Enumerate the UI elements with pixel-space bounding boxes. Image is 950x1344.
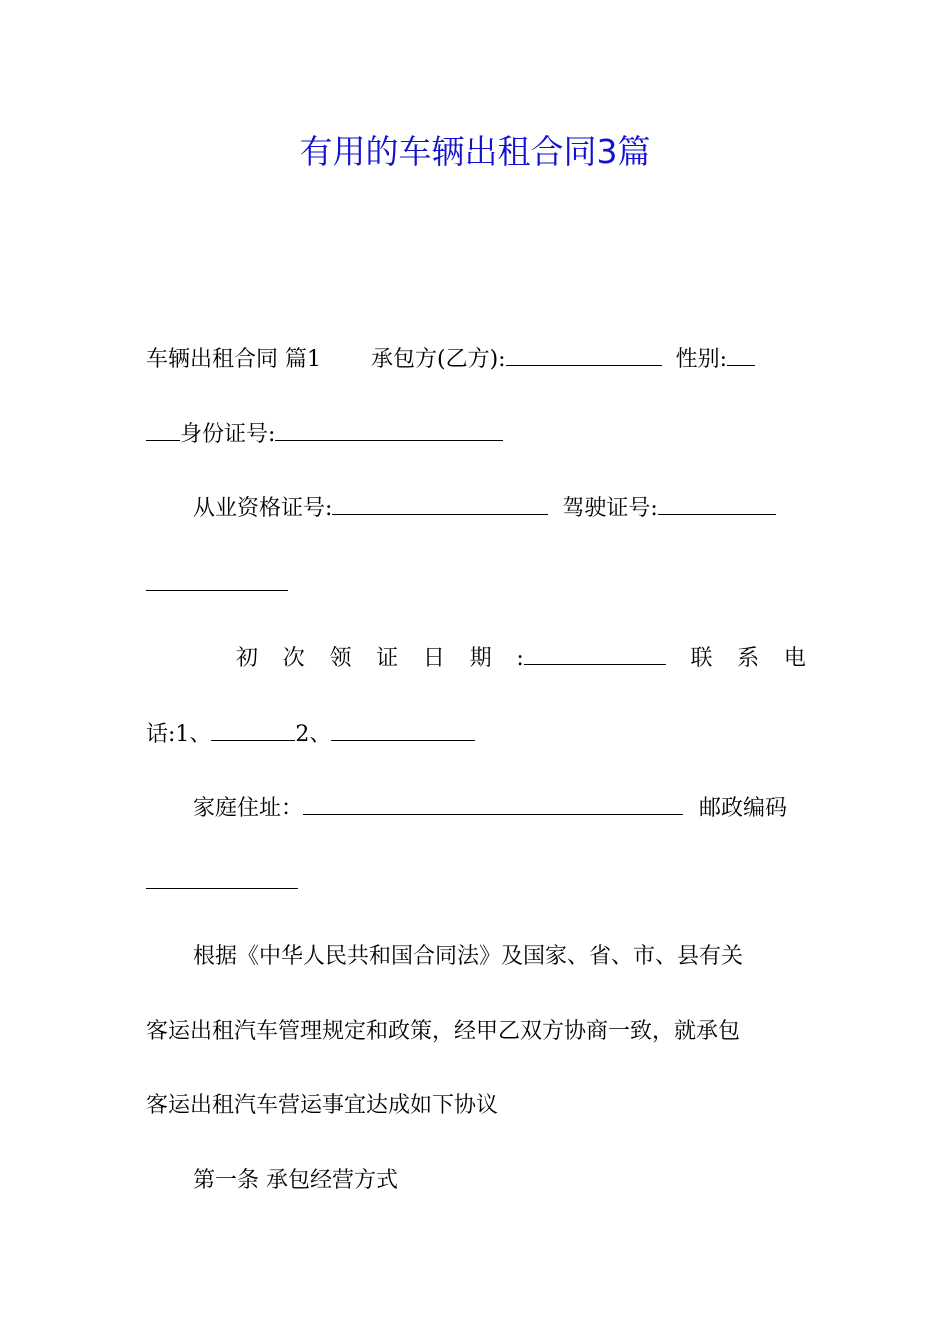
phone-blank-2: [331, 718, 475, 741]
phone-blank-1: [211, 718, 295, 741]
paragraph-line-2: 客运出租汽车管理规定和政策，经甲乙双方协商一致，就承包: [146, 1019, 741, 1044]
first-license-char-1: 初: [236, 646, 259, 671]
postal-code-label: 邮政编码: [699, 796, 788, 821]
article-one-heading: 第一条 承包经营方式: [193, 1168, 398, 1193]
first-license-char-3: 领: [329, 646, 352, 671]
phone-char-1: 联: [690, 646, 713, 671]
gender-blank-continued: [146, 418, 180, 441]
gender-label: 性别:: [675, 347, 728, 372]
gender-blank: [727, 343, 755, 366]
qualification-cert-blank: [332, 492, 548, 515]
first-license-char-2: 次: [282, 646, 305, 671]
home-address-blank: [303, 792, 683, 815]
home-address-label: 家庭住址：: [193, 796, 304, 821]
phone-char-3: 电: [783, 646, 806, 671]
first-license-char-4: 证: [376, 646, 399, 671]
first-license-colon: :: [516, 646, 524, 671]
id-number-blank: [275, 418, 503, 441]
driver-license-blank: [658, 492, 776, 515]
first-license-char-5: 日: [422, 646, 445, 671]
contract-heading-line: [146, 343, 755, 376]
address-line: [193, 792, 787, 825]
paragraph-line-3: 客运出租汽车营运事宜达成如下协议: [146, 1093, 499, 1118]
contractor-label: 承包方(乙方):: [371, 347, 506, 372]
driver-license-blank-continued: [146, 568, 288, 591]
phone-char-2: 系: [737, 646, 760, 671]
first-license-date-line: [236, 642, 806, 675]
contractor-blank: [506, 343, 662, 366]
postal-code-blank: [146, 866, 298, 889]
first-license-char-6: 期: [469, 646, 492, 671]
id-number-label: 身份证号:: [180, 422, 276, 447]
id-number-line: [146, 418, 503, 451]
phone-label-2: 2、: [295, 722, 332, 747]
qualification-line: [193, 492, 776, 525]
driver-license-label: 驾驶证号:: [562, 496, 658, 521]
paragraph-line-1: 根据《中华人民共和国合同法》及国家、省、市、县有关: [193, 944, 744, 969]
first-license-date-blank: [524, 642, 666, 665]
phone-label-1: 话:1、: [146, 722, 212, 747]
driver-license-continued-line: [146, 568, 288, 601]
contract-section-label: 车辆出租合同 篇1: [146, 347, 321, 372]
phone-line: [146, 718, 475, 751]
postal-code-line: [146, 866, 298, 899]
document-title: 有用的车辆出租合同3篇: [299, 132, 651, 171]
qualification-cert-label: 从业资格证号:: [193, 496, 333, 521]
